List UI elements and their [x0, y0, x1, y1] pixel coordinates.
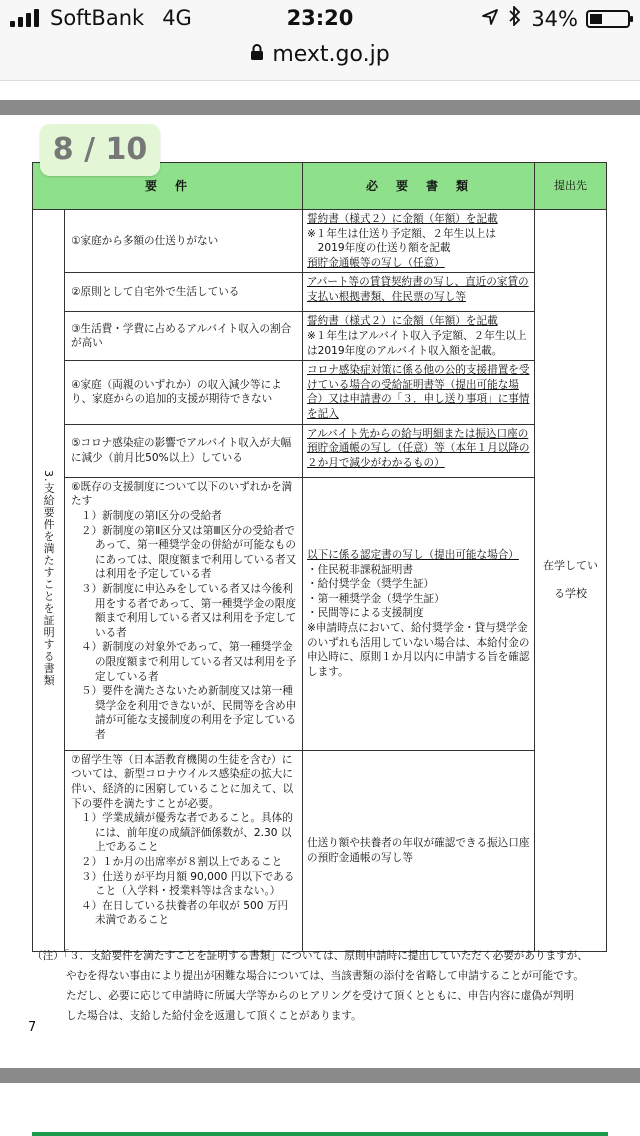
doc-line: ※１年生はアルバイト収入予定額、２年生以上は2019年度のアルバイト収入額を記載。 — [307, 330, 527, 357]
table-row — [33, 273, 607, 312]
requirement-cell: ⑤コロナ感染症の影響でアルバイト収入が大幅に減少（前月比50%以上）している — [65, 424, 303, 477]
location-arrow-icon — [481, 7, 499, 31]
requirement-text: ⑥既存の支援制度について以下のいずれかを満たす — [71, 480, 293, 508]
requirement-cell: ①家庭から多額の仕送りがない — [65, 210, 303, 273]
requirement-sub-item: ２）１か月の出席率が８割以上であること — [81, 855, 283, 868]
battery-icon — [586, 10, 630, 28]
requirement-sub-item: １）学業成績が優秀な者であること。具体的には、前年度の成績評価係数が、2.30 以上であること — [81, 812, 293, 854]
header-submit-to: 提出先 — [535, 163, 607, 210]
doc-line: 仕送り額や扶養者の年収が確認できる振込口座の預貯金通帳の写し等 — [307, 837, 530, 864]
requirement-sub-item: ４）新制度の対象外であって、第一種奨学金の限度額まで利用している者又は利用を予定している者 — [81, 641, 297, 683]
footnote-line: した場合は、支給した給付金を返還して頂くことがあります。 — [66, 1010, 362, 1022]
doc-line: ・住民税非課税証明書 — [307, 563, 413, 576]
doc-line: ・給付奨学金（奨学生証） — [307, 578, 435, 591]
next-page-edge — [32, 1132, 608, 1136]
doc-line: 誓約書（様式２）に金額（年額）を記載 — [307, 315, 498, 328]
footnote-label: （注） — [32, 950, 64, 962]
clock: 23:20 — [286, 6, 354, 30]
table-row — [33, 750, 607, 951]
footnote-line: やむを得ない事由により提出が困難な場合については、当該書類の添付を省略して申請することが可能です。 — [66, 970, 585, 982]
table-row — [33, 477, 607, 750]
lock-icon — [250, 40, 264, 70]
requirement-sub-item: ５）要件を満たさないため新制度又は第一種奨学金を利用できないが、民間等を含め申請が可能な支援制度の利用を予定している者 — [81, 685, 297, 742]
requirement-sub-item: １）新制度の第Ⅰ区分の受給者 — [81, 509, 222, 522]
requirement-sub-item: ３）仕送りが平均月額 90,000 円以下であること（入学料・授業料等は含まない。） — [81, 870, 295, 898]
doc-line: ・民間等による支援制度 — [307, 607, 424, 620]
submit-to-cell — [535, 210, 607, 952]
doc-line: コロナ感染症対策に係る他の公的支援措置を受けている場合の受給証明書等（提出可能な場合）又は申請書の「３．申し送り事項」に事情を記入 — [307, 364, 530, 421]
requirement-cell: ②原則として自宅外で生活している — [65, 273, 303, 312]
viewer-bottom-band — [0, 1068, 640, 1083]
submit-to-text: 在学している学校 — [543, 559, 599, 601]
requirement-sub-item: ４）在日している扶養者の年収が 500 万円未満であること — [81, 899, 289, 927]
requirement-cell — [65, 477, 303, 750]
documents-cell — [303, 273, 535, 312]
documents-cell — [303, 477, 535, 750]
page-number: 7 — [28, 1020, 37, 1035]
doc-line: ・第一種奨学金（奨学生証） — [307, 592, 445, 605]
header-requirements: 要 件 — [33, 163, 303, 210]
requirement-cell: ③生活費・学費に占めるアルバイト収入の割合が高い — [65, 312, 303, 361]
footnote-line: ただし、必要に応じて申請時に所属大学等からのヒアリングを受けて頂くとともに、申告内容に虚偽が判明 — [66, 990, 574, 1002]
table-row — [33, 210, 607, 273]
requirement-sub-item: ３）新制度に申込みをしている者又は今後利用をする者であって、第一種奨学金の限度額まで利用している者又は利用を予定している者 — [81, 582, 297, 639]
carrier-name: SoftBank — [50, 6, 145, 30]
documents-cell — [303, 312, 535, 361]
documents-cell — [303, 210, 535, 273]
table-row — [33, 312, 607, 361]
header-documents: 必 要 書 類 — [303, 163, 535, 210]
doc-line: ※申請時点において、給付奨学金・貸与奨学金のいずれも活用していない場合は、本給付金の申込時に、原則１か月以内に申請する旨を確認します。 — [307, 622, 530, 678]
footnote-line: 「３．支給要件を満たすことを証明する書類」については、原則申請時に提出していただく必要がありますが、 — [63, 950, 588, 962]
section-label: 3.支給要件を満たすことを証明する書類 — [42, 469, 56, 687]
documents-cell — [303, 750, 535, 951]
table-row — [33, 424, 607, 477]
requirement-text: ⑦留学生等（日本語教育機関の生徒を含む）については、新型コロナウイルス感染症の拡大に伴い、経済的に困窮していることに加えて、以下の要件を満たすことが必要。 — [71, 753, 294, 810]
documents-cell — [303, 361, 535, 424]
status-bar — [0, 0, 640, 40]
doc-line: アルバイト先からの給与明細または振込口座の預貯金通帳の写し（任意）等（本年１月以降の２か月で減少がわかるもの） — [307, 427, 530, 469]
bluetooth-icon — [509, 6, 521, 31]
network-type: 4G — [162, 6, 192, 30]
battery-percent: 34% — [531, 6, 578, 31]
page-indicator: 8 / 10 — [40, 124, 160, 176]
requirement-sub-item: ２）新制度の第Ⅱ区分又は第Ⅲ区分の受給者であって、第一種奨学金の併給が可能なものにあっては、限度額まで利用している者又は利用を予定している者 — [81, 524, 297, 581]
footnote — [32, 946, 612, 1026]
section-label-cell — [33, 210, 65, 952]
doc-line: 預貯金通帳等の写し（任意） — [307, 256, 445, 269]
doc-line: アパート等の賃貸契約書の写し、直近の家賃の支払い根拠書類、住民票の写し等 — [307, 276, 529, 304]
viewer-top-band — [0, 100, 640, 115]
table-row — [33, 361, 607, 424]
url-domain: mext.go.jp — [272, 42, 390, 67]
documents-cell — [303, 424, 535, 477]
address-bar[interactable] — [0, 40, 640, 81]
requirements-table — [32, 162, 607, 952]
doc-line: ※１年生は仕送り予定額、２年生以上は — [307, 227, 496, 240]
doc-title: 以下に係る認定書の写し（提出可能な場合） — [307, 548, 519, 561]
requirement-cell: ④家庭（両親のいずれか）の収入減少等により、家庭からの追加的支援が期待できない — [65, 361, 303, 424]
doc-line: 誓約書（様式２）に金額（年額）を記載 — [307, 213, 498, 225]
doc-line: 2019年度の仕送り額を記載 — [307, 242, 451, 255]
requirement-cell — [65, 750, 303, 951]
